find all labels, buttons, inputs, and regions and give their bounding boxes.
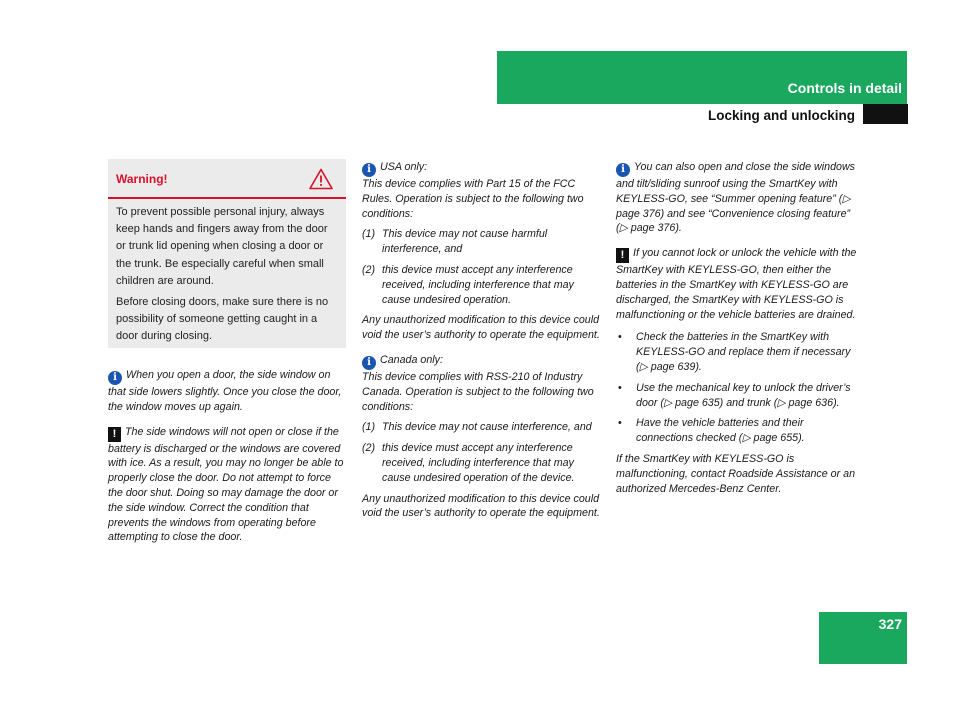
canada-footer: Any unauthorized modification to this device could void the user’s authority to operate the equipment. [362,492,600,520]
warning-paragraph: To prevent possible personal injury, always keep hands and fingers away from the door or trunk lid opening when closing a door or the trunk. Be especially careful when small children are around. [116,206,328,287]
info-icon: i [616,163,630,177]
column-3 [616,160,858,502]
list-item: • Use the mechanical key to unlock the driver’s door (▷ page 635) and trunk (▷ page 636). [616,381,858,411]
caution-note-text: If you cannot lock or unlock the vehicle with the SmartKey with KEYLESS-GO, then either the batteries in the SmartKey with KEYLESS-GO are discharged, the SmartKey with KEYLESS-GO is malfunctioning or the vehicle batteries are drained. [616,247,857,321]
info-icon: i [108,371,122,385]
canada-label: Canada only: [380,353,443,366]
info-note-text: You can also open and close the side windows and tilt/sliding sunroof using the SmartKey with KEYLESS-GO, see “Summer opening feature” (▷ page 376) and see “Convenience closing feature” (▷ page 376). [616,161,856,235]
list-item: • Check the batteries in the SmartKey with KEYLESS-GO and replace them if necessary (▷ page 639). [616,330,858,374]
item-number: (2) [362,442,376,455]
caution-icon: ! [108,427,121,442]
footer-note: If the SmartKey with KEYLESS-GO is malfunctioning, contact Roadside Assistance or an authorized Mercedes-Benz Center. [616,452,856,495]
canada-conditions [362,420,604,485]
warning-box [108,159,346,348]
caution-note [108,425,348,546]
warning-body [108,199,346,346]
warning-triangle-icon [309,168,333,190]
info-icon: i [362,356,376,370]
item-text: This device may not cause harmful interference, and [382,228,548,256]
caution-icon: ! [616,248,629,263]
warning-label: Warning! [116,172,168,186]
info-icon: i [362,163,376,177]
item-number: (1) [362,228,376,241]
caution-note-text: The side windows will not open or close if the battery is discharged or the windows are covered with ice. As a result, you may no longer be able to properly close the door. Do not attempt to force the door shut. Doing so may damage the door or the side window. Correct the condition that prevents the windows from operating before attempting to close the door. [108,425,344,544]
header-band [497,51,907,104]
section-title: Controls in detail [787,80,902,96]
subsection-title: Locking and unlocking [707,108,855,123]
list-item [362,441,604,485]
item-text: this device must accept any interference received, including interference that may cause undesired operation. [382,263,574,306]
canada-intro: This device complies with RSS-210 of Industry Canada. Operation is subject to the following two conditions: [362,370,594,413]
usa-label-line [362,160,604,177]
list-item: • Have the vehicle batteries and their connections checked (▷ page 655). [616,416,858,446]
usa-intro: This device complies with Part 15 of the FCC Rules. Operation is subject to the following two conditions: [362,178,584,220]
canada-label-line [362,353,604,370]
column-2 [362,160,604,527]
list-item [362,263,604,307]
usa-label: USA only: [380,161,428,173]
page-number: 327 [878,616,902,632]
warning-paragraph: Before closing doors, make sure there is no possibility of someone getting caught in a door during closing. [116,296,329,343]
item-text: this device must accept any interference received, including interference that may cause undesired operation of the device. [382,442,575,484]
list-item [362,420,604,435]
info-note [616,160,858,236]
column-1-notes [108,368,348,551]
info-note [108,368,348,415]
item-number: (2) [362,263,376,276]
warning-header [108,159,346,199]
usa-footer: Any unauthorized modification to this device could void the user’s authority to operate the equipment. [362,314,600,342]
caution-note [616,246,858,322]
item-text: This device may not cause interference, and [382,421,592,434]
item-number: (1) [362,421,376,434]
section-tab-marker [863,104,908,124]
info-note-text: When you open a door, the side window on that side lowers slightly. Once you close the door, the window moves up again. [108,369,342,413]
action-list [616,330,858,446]
usa-conditions [362,227,604,307]
list-item [362,227,604,257]
